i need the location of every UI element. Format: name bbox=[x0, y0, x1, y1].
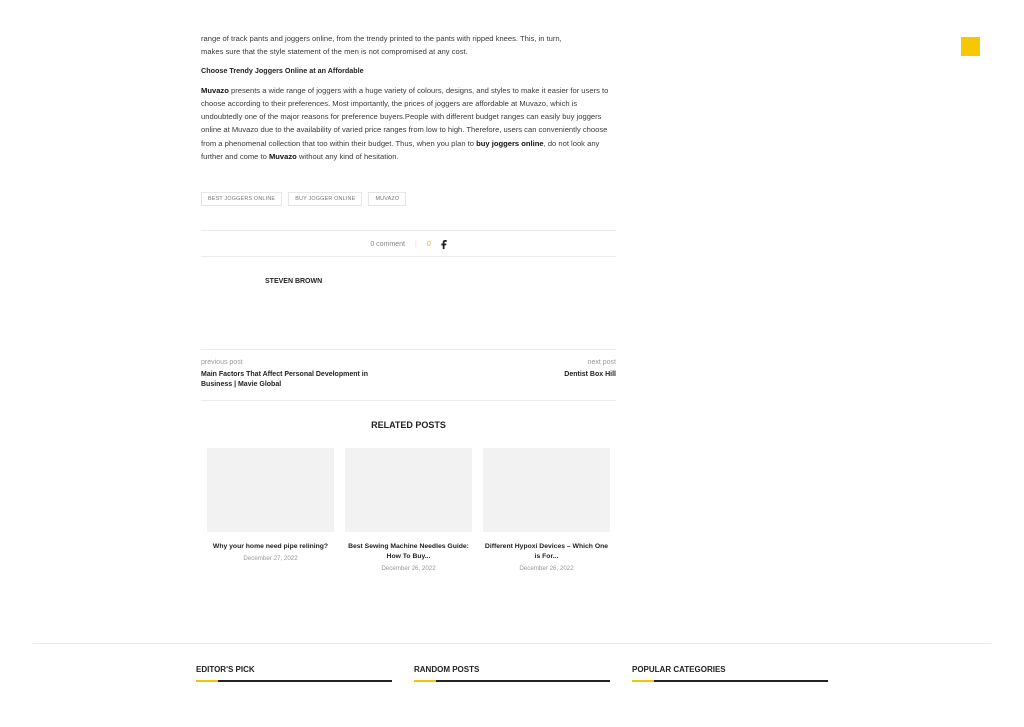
related-post-thumbnail[interactable] bbox=[483, 448, 610, 532]
author-name[interactable]: STEVEN BROWN bbox=[265, 278, 323, 285]
article-body bbox=[201, 32, 616, 206]
buy-joggers-link[interactable]: buy joggers online bbox=[476, 138, 544, 148]
next-post-label: next post bbox=[587, 359, 616, 366]
article-paragraph bbox=[201, 84, 616, 164]
paragraph-text-1: presents a wide range of joggers with a huge variety of colours, designs, and styles to make it easier for users to choose according to their preferences. Most importantly, the prices of joggers are affordable at Muvazo, which is undoubtedly one of the major reasons for preference buyers.People with different budget ranges can easily buy joggers online at Muvazo due to the availability of varied price ranges from low to high. Therefore, users can conveniently choose from a phenomenal collection that too within their budget. Thus, when you plan to bbox=[201, 85, 609, 148]
meta-divider-bottom bbox=[201, 256, 616, 257]
previous-post[interactable] bbox=[201, 359, 381, 390]
previous-post-label: previous post bbox=[201, 359, 243, 366]
next-post[interactable] bbox=[436, 359, 616, 380]
tag-list bbox=[201, 192, 616, 206]
related-posts-heading: RELATED POSTS bbox=[371, 420, 446, 430]
random-posts-heading: RANDOM POSTS bbox=[414, 665, 480, 674]
paragraph-text-2: , do not look any further and come to bbox=[201, 138, 600, 162]
widget-underline bbox=[414, 680, 610, 682]
article-intro-line-2: makes sure that the style statement of the men is not compromised at any cost. bbox=[201, 47, 468, 57]
editors-pick-heading: EDITOR'S PICK bbox=[196, 665, 255, 674]
related-post-card[interactable] bbox=[345, 448, 472, 572]
related-post-card[interactable] bbox=[207, 448, 334, 562]
related-post-date: December 27, 2022 bbox=[243, 555, 298, 562]
comment-count-link[interactable]: 0 comment bbox=[370, 240, 405, 248]
like-count[interactable]: 0 bbox=[426, 240, 431, 248]
random-posts-widget bbox=[414, 665, 610, 682]
related-post-title[interactable]: Why your home need pipe relining? bbox=[212, 543, 329, 550]
widget-underline bbox=[632, 680, 828, 682]
brand-link-2[interactable]: Muvazo bbox=[268, 152, 297, 162]
editors-pick-widget bbox=[196, 665, 392, 682]
facebook-icon[interactable] bbox=[441, 240, 447, 249]
brand-link[interactable]: Muvazo bbox=[201, 85, 229, 95]
post-nav-divider-top bbox=[201, 349, 616, 350]
related-post-thumbnail[interactable] bbox=[345, 448, 472, 532]
tag-buy-jogger-online[interactable]: BUY JOGGER ONLINE bbox=[288, 192, 362, 206]
related-post-card[interactable] bbox=[483, 448, 610, 572]
related-post-title[interactable]: Best Sewing Machine Needles Guide: How To Buy... bbox=[348, 543, 469, 560]
back-to-top-button[interactable] bbox=[961, 37, 980, 56]
widget-underline bbox=[196, 680, 392, 682]
article-subheading: Choose Trendy Joggers Online at an Affordable bbox=[201, 65, 364, 75]
post-meta-bar bbox=[201, 238, 616, 250]
related-post-title[interactable]: Different Hypoxi Devices – Which One is For... bbox=[484, 543, 609, 560]
popular-categories-heading: POPULAR CATEGORIES bbox=[632, 665, 726, 674]
tag-muvazo[interactable]: MUVAZO bbox=[368, 192, 406, 206]
paragraph-text-3: without any kind of hesitation. bbox=[296, 152, 399, 162]
popular-categories-widget bbox=[632, 665, 828, 682]
post-nav-divider-bottom bbox=[201, 400, 616, 401]
next-post-title[interactable]: Dentist Box Hill bbox=[564, 371, 616, 378]
related-post-thumbnail[interactable] bbox=[207, 448, 334, 532]
previous-post-title[interactable]: Main Factors That Affect Personal Development in Business | Mavie Global bbox=[201, 371, 368, 388]
related-post-date: December 26, 2022 bbox=[381, 565, 436, 572]
footer-divider bbox=[33, 643, 991, 644]
meta-separator: | bbox=[414, 240, 417, 248]
article-intro-line-1: range of track pants and joggers online, from the trendy printed to the pants with ripped knees. This, in turn, bbox=[201, 34, 562, 43]
related-post-date: December 26, 2022 bbox=[519, 565, 574, 572]
tag-best-joggers-online[interactable]: BEST JOGGERS ONLINE bbox=[201, 192, 282, 206]
meta-divider-top bbox=[201, 230, 616, 231]
